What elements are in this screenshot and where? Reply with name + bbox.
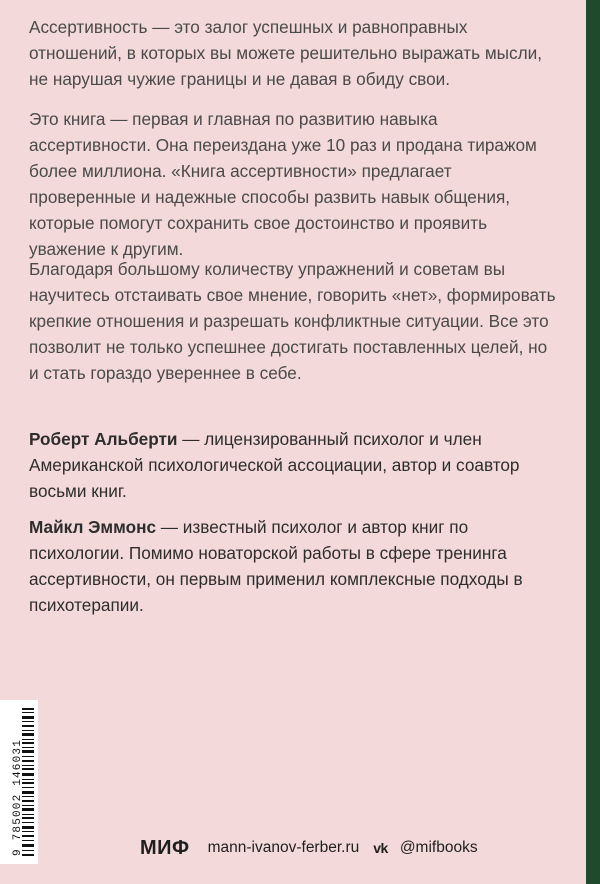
- author-bio-2: [29, 514, 559, 618]
- author-bio-text-2: — известный психолог и автор книг по психологии. Помимо новаторской работы в сфере тренинга ассертивности, он первым применил комплексные подходы в психотерапии.: [29, 517, 523, 615]
- publisher-logo: МИФ: [140, 836, 190, 859]
- isbn-digits: 9 785002 146031: [12, 738, 24, 856]
- author-name-1: Роберт Альберти: [29, 429, 178, 449]
- publisher-website: mann-ivanov-ferber.ru: [207, 839, 360, 856]
- book-spine-strip: [586, 0, 600, 884]
- author-bio-text-1: — лицензированный психолог и член Американской психологической ассоциации, автор и соавтор восьми книг.: [29, 429, 520, 501]
- description-paragraph-1: Ассертивность — это залог успешных и равноправных отношений, в которых вы можете решительно выражать мысли, не нарушая чужие границы и не давая в обиду свои.: [29, 17, 542, 89]
- publisher-footer: [140, 836, 478, 860]
- author-bio-1: [29, 426, 559, 504]
- author-name-2: Майкл Эммонс: [29, 517, 157, 537]
- description-paragraph-2: Это книга — первая и главная по развитию навыка ассертивности. Она переиздана уже 10 раз и продана тиражом более миллиона. «Книга ассертивности» предлагает проверенные и надежные способы развить навык общения, которые помогут сохранить свое достоинство и проявить уважение к другим.: [29, 109, 537, 259]
- description-paragraph-3: Благодаря большому количеству упражнений и советам вы научитесь отстаивать свое мнение, говорить «нет», формировать крепкие отношения и разрешать конфликтные ситуации. Все это позволит не только успешнее достигать поставленных целей, но и стать гораздо увереннее в себе.: [29, 259, 556, 383]
- vk-icon: vk: [373, 840, 388, 856]
- social-handle: @mifbooks: [399, 839, 478, 856]
